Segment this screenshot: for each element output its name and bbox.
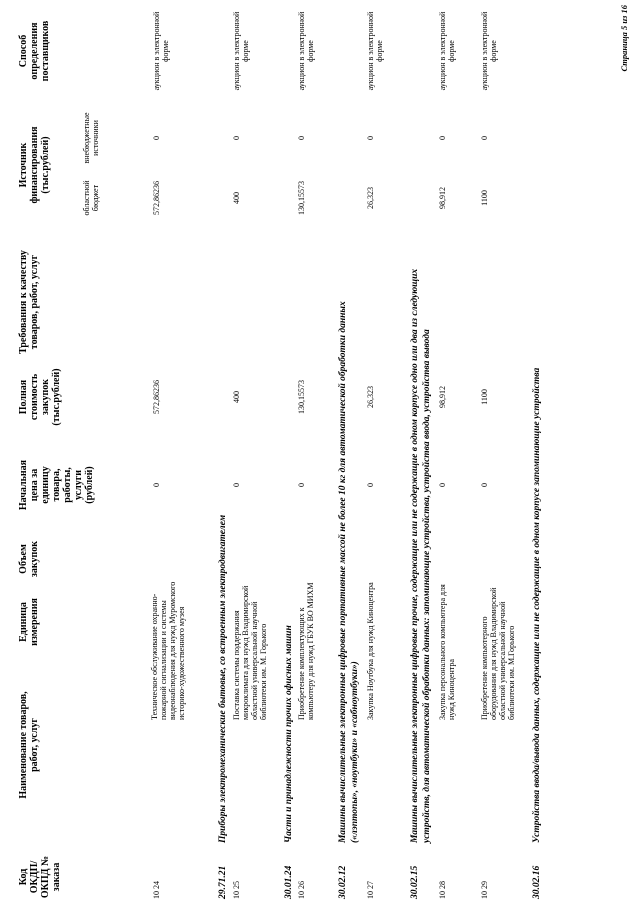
row-method: аукцион в электронной форме (232, 11, 250, 91)
header-start-price: Начальная цена за единицу товара, работы, услуги (рублей) (18, 459, 95, 511)
section-title-cont: («лэптопы», «ноутбуки» и «сабноутбуки») (350, 661, 360, 843)
header-code: Код ОКДП/ ОКПД № заказа (18, 855, 62, 899)
section-code: 30.02.12 (338, 865, 348, 899)
section-code: 29.71.21 (218, 865, 228, 899)
row-code: 10 25 (232, 881, 241, 899)
section-code: 30.02.15 (410, 865, 420, 899)
row-total: 1100 (480, 389, 489, 405)
row-price: 0 (232, 483, 241, 487)
section-title: Приборы электромеханические бытовые, со встроенным электродвигателем (218, 514, 228, 843)
row-price: 0 (480, 483, 489, 487)
row-method: аукцион в электронной форме (438, 11, 456, 91)
section-title-cont: устройств, для автоматической обработки данных: запоминающие устройства, устройства ввода, устройства вывода (422, 329, 432, 843)
row-code: 10 24 (152, 881, 161, 899)
row-code: 10 26 (297, 881, 306, 899)
row-method: аукцион в электронной форме (480, 11, 498, 91)
header-volume: Объем закупок (18, 540, 40, 578)
header-unit: Единица измерения (18, 598, 40, 646)
row-extra: 0 (232, 136, 241, 140)
row-regional: 572,86236 (152, 181, 161, 215)
row-name: Поставка системы поддержания микроклимата для нужд Владимирской областной универсальной научной библиотеки им. М. Горького (232, 585, 268, 720)
row-name: Закупка персонального компьютера для нужд Киноцентра (438, 584, 456, 720)
row-total: 572,86236 (152, 380, 161, 414)
page-number: Страница 5 из 16 (619, 5, 629, 72)
section-code: 30.02.16 (532, 865, 542, 899)
row-total: 26,323 (366, 386, 375, 408)
header-total-cost: Полная стоимость закупок (тыс.рублей) (18, 368, 62, 426)
row-regional: 130,15573 (297, 181, 306, 215)
header-method: Способ определения поставщиков (18, 20, 51, 82)
header-funding-regional: областной бюджет (82, 180, 100, 216)
row-total: 98,912 (438, 386, 447, 408)
row-regional: 400 (232, 192, 241, 204)
row-extra: 0 (480, 136, 489, 140)
row-extra: 0 (297, 136, 306, 140)
row-extra: 0 (152, 136, 161, 140)
row-code: 10 27 (366, 881, 375, 899)
header-funding: Источник финансирования (тыс.рублей) (18, 126, 51, 204)
row-method: аукцион в электронной форме (152, 11, 170, 91)
section-title: Машины вычислительные электронные цифровые прочие, содержащие или не содержащие в одном корпусе одно или два из следующих (410, 268, 420, 843)
row-price: 0 (366, 483, 375, 487)
row-code: 10 28 (438, 881, 447, 899)
row-regional: 98,912 (438, 187, 447, 209)
header-requirements: Требования к качеству товаров, работ, услуг (18, 250, 40, 354)
row-method: аукцион в электронной форме (297, 11, 315, 91)
row-extra: 0 (366, 136, 375, 140)
row-total: 130,15573 (297, 380, 306, 414)
row-name: Техническое обслуживание охранно-пожарной сигнализации и системы видеонаблюдения для нужд Муромского историко-художественного музея (150, 581, 186, 720)
section-title: Части и принадлежности прочих офисных машин (284, 625, 294, 843)
row-name: Закупка Ноутбука для нужд Киноцентра (366, 582, 375, 720)
row-price: 0 (297, 483, 306, 487)
header-funding-extra: внебюджетные источники (82, 112, 100, 164)
row-method: аукцион в электронной форме (366, 11, 384, 91)
section-code: 30.01.24 (284, 865, 294, 899)
row-code: 10 29 (480, 881, 489, 899)
section-title: Машины вычислительные электронные цифровые портативные массой не более 10 кг для автоматической обработки данных (338, 301, 348, 843)
row-price: 0 (438, 483, 447, 487)
row-name: Приобретение компьютерного оборудования для нужд Владимирской областной универсальной научной библиотеки им. М.Горького (480, 587, 516, 720)
row-regional: 1100 (480, 190, 489, 206)
row-name: Приобретение комплектующих к компьютеру для нужд ГБУК ВО МИХМ (297, 582, 315, 720)
row-regional: 26,323 (366, 187, 375, 209)
header-name: Наименование товаров, работ, услуг (18, 691, 40, 799)
row-total: 400 (232, 391, 241, 403)
row-price: 0 (152, 483, 161, 487)
row-extra: 0 (438, 136, 447, 140)
section-title: Устройства ввода/вывода данных, содержащие или не содержащие в одном корпусе запоминающие устройства (532, 367, 542, 843)
